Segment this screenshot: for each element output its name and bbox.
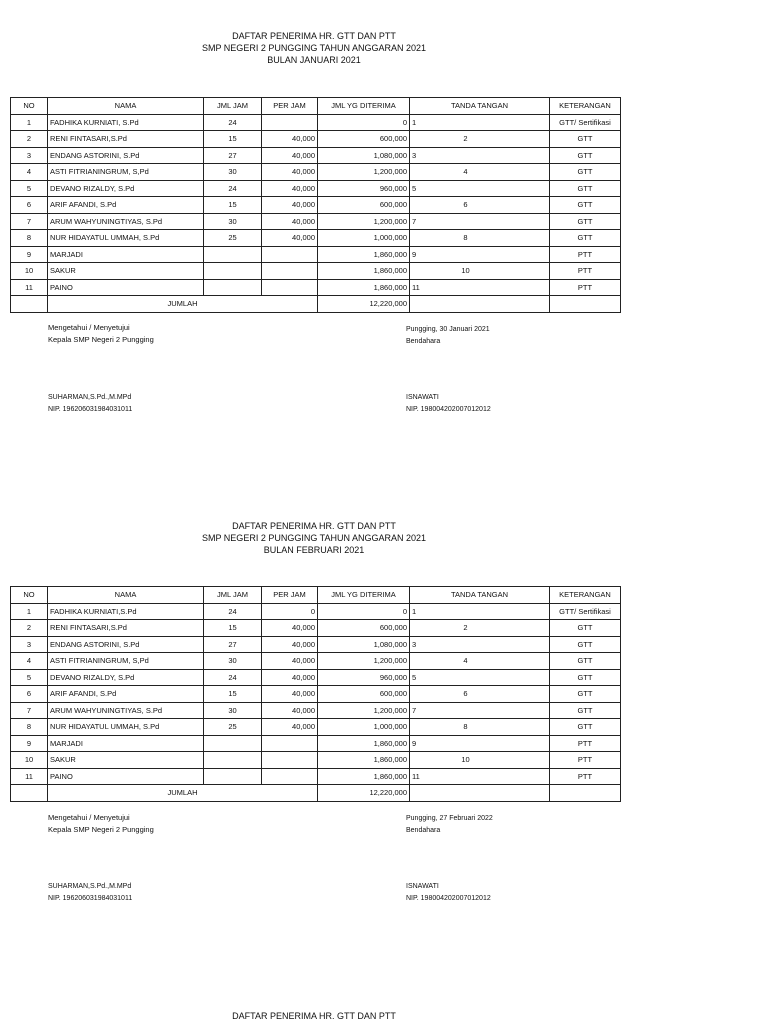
cell-nama: FADHIKA KURNIATI,S.Pd	[48, 603, 204, 620]
treasurer-nip: NIP. 198004202007012012	[406, 406, 491, 413]
cell-jml-diterima: 600,000	[318, 620, 410, 637]
title-line-1: DAFTAR PENERIMA HR. GTT DAN PTT	[232, 1011, 396, 1021]
cell-jml-jam: 30	[204, 164, 262, 181]
table-row	[11, 164, 621, 181]
signature-number-right: 6	[463, 689, 468, 698]
cell-keterangan: GTT	[550, 213, 621, 230]
total-ket-blank	[550, 785, 621, 802]
cell-jml-diterima: 1,200,000	[318, 164, 410, 181]
signature-number-left	[412, 131, 432, 147]
table-row	[11, 603, 621, 620]
col-tanda-tangan: TANDA TANGAN	[410, 98, 550, 115]
cell-tanda-tangan	[410, 164, 550, 181]
cell-no: 2	[11, 131, 48, 148]
jumlah-total: 12,220,000	[318, 296, 410, 313]
table-header-row	[11, 587, 621, 604]
cell-no: 8	[11, 719, 48, 736]
cell-jml-diterima: 600,000	[318, 686, 410, 703]
signature-number-right	[432, 181, 547, 197]
total-blank-cell	[11, 296, 48, 313]
cell-jml-jam: 15	[204, 620, 262, 637]
signature-number-right: 6	[463, 200, 468, 209]
treasurer-signature	[406, 881, 491, 905]
col-jml-jam: JML JAM	[204, 98, 262, 115]
cell-keterangan: PTT	[550, 246, 621, 263]
cell-per-jam: 40,000	[262, 636, 318, 653]
cell-no: 6	[11, 686, 48, 703]
signature-number-left	[412, 653, 432, 669]
signature-number-right	[432, 769, 547, 785]
payroll-table-january	[10, 97, 621, 313]
col-keterangan: KETERANGAN	[550, 98, 621, 115]
cell-nama: SAKUR	[48, 263, 204, 280]
total-row	[11, 296, 621, 313]
cell-nama: ASTI FITRIANINGRUM, S,Pd	[48, 164, 204, 181]
cell-nama: ARIF AFANDI, S.Pd	[48, 686, 204, 703]
date-block	[406, 813, 493, 837]
cell-jml-diterima: 1,200,000	[318, 213, 410, 230]
approval-line-1: Mengetahui / Menyetujui	[48, 323, 130, 332]
table-row	[11, 263, 621, 280]
cell-jml-jam: 30	[204, 653, 262, 670]
cell-per-jam	[262, 114, 318, 131]
cell-tanda-tangan	[410, 213, 550, 230]
signature-number-left	[412, 164, 432, 180]
signature-number-left	[412, 752, 432, 768]
signature-number-right: 10	[461, 266, 470, 275]
cell-per-jam: 40,000	[262, 213, 318, 230]
cell-nama: ARUM WAHYUNINGTIYAS, S.Pd	[48, 702, 204, 719]
cell-tanda-tangan	[410, 131, 550, 148]
cell-per-jam	[262, 735, 318, 752]
cell-nama: RENI FINTASARI,S.Pd	[48, 620, 204, 637]
cell-jml-diterima: 960,000	[318, 180, 410, 197]
cell-no: 11	[11, 768, 48, 785]
col-no: NO	[11, 98, 48, 115]
signature-number-right: 10	[461, 755, 470, 764]
cell-tanda-tangan	[410, 686, 550, 703]
cell-jml-jam: 24	[204, 114, 262, 131]
signature-number-right: 2	[463, 134, 468, 143]
cell-nama: ASTI FITRIANINGRUM, S,Pd	[48, 653, 204, 670]
cell-no: 1	[11, 114, 48, 131]
cell-jml-diterima: 1,860,000	[318, 752, 410, 769]
table-row	[11, 114, 621, 131]
table-row	[11, 246, 621, 263]
cell-jml-jam: 15	[204, 131, 262, 148]
cell-nama: MARJADI	[48, 246, 204, 263]
cell-tanda-tangan	[410, 230, 550, 247]
cell-no: 11	[11, 279, 48, 296]
cell-jml-jam: 24	[204, 669, 262, 686]
col-per-jam: PER JAM	[262, 98, 318, 115]
cell-jml-diterima: 960,000	[318, 669, 410, 686]
title-line-2: SMP NEGERI 2 PUNGGING TAHUN ANGGARAN 2021	[201, 43, 427, 53]
signature-number-right	[432, 280, 547, 296]
signature-number-left	[412, 620, 432, 636]
signature-number-right: 4	[463, 656, 468, 665]
approval-line-2: Kepala SMP Negeri 2 Pungging	[48, 335, 154, 344]
table-row	[11, 147, 621, 164]
cell-no: 3	[11, 636, 48, 653]
table-row	[11, 686, 621, 703]
headmaster-signature	[48, 881, 132, 905]
signature-number-left: 3	[412, 639, 417, 649]
cell-no: 7	[11, 702, 48, 719]
table-row	[11, 719, 621, 736]
cell-nama: DEVANO RIZALDY, S.Pd	[48, 180, 204, 197]
cell-jml-diterima: 1,860,000	[318, 735, 410, 752]
cell-per-jam: 40,000	[262, 702, 318, 719]
cell-keterangan: PTT	[550, 735, 621, 752]
title-line-3: BULAN JANUARI 2021	[267, 55, 361, 65]
title-line-2: SMP NEGERI 2 PUNGGING TAHUN ANGGARAN 2021	[201, 533, 427, 543]
cell-per-jam: 40,000	[262, 653, 318, 670]
cell-per-jam: 40,000	[262, 180, 318, 197]
cell-jml-jam: 25	[204, 719, 262, 736]
col-jml-diterima: JML YG DITERIMA	[318, 587, 410, 604]
jumlah-label: JUMLAH	[48, 296, 318, 313]
cell-nama: ENDANG ASTORINI, S.Pd	[48, 636, 204, 653]
cell-per-jam: 40,000	[262, 197, 318, 214]
cell-keterangan: GTT	[550, 180, 621, 197]
cell-tanda-tangan	[410, 702, 550, 719]
signature-number-left	[412, 197, 432, 213]
cell-jml-diterima: 0	[318, 114, 410, 131]
signature-number-left: 3	[412, 150, 417, 160]
total-blank-cell	[11, 785, 48, 802]
cell-tanda-tangan	[410, 246, 550, 263]
signature-number-right	[432, 637, 547, 653]
table-row	[11, 620, 621, 637]
cell-per-jam: 40,000	[262, 230, 318, 247]
cell-tanda-tangan	[410, 603, 550, 620]
cell-tanda-tangan	[410, 197, 550, 214]
cell-no: 10	[11, 263, 48, 280]
headmaster-signature	[48, 392, 132, 416]
cell-per-jam: 40,000	[262, 131, 318, 148]
table-row	[11, 180, 621, 197]
cell-no: 9	[11, 735, 48, 752]
signature-number-left	[412, 263, 432, 279]
signature-number-right: 4	[463, 167, 468, 176]
cell-jml-jam	[204, 768, 262, 785]
cell-keterangan: GTT	[550, 131, 621, 148]
headmaster-name: SUHARMAN,S.Pd.,M.MPd	[48, 883, 132, 890]
cell-keterangan: PTT	[550, 752, 621, 769]
signature-number-right	[432, 247, 547, 263]
cell-jml-jam: 24	[204, 180, 262, 197]
cell-jml-diterima: 1,860,000	[318, 279, 410, 296]
jumlah-total: 12,220,000	[318, 785, 410, 802]
total-tt-blank	[410, 785, 550, 802]
cell-jml-jam	[204, 735, 262, 752]
cell-keterangan: GTT	[550, 686, 621, 703]
cell-keterangan: GTT	[550, 636, 621, 653]
cell-keterangan: PTT	[550, 279, 621, 296]
cell-keterangan: GTT	[550, 147, 621, 164]
cell-no: 5	[11, 669, 48, 686]
cell-jml-diterima: 600,000	[318, 197, 410, 214]
cell-tanda-tangan	[410, 768, 550, 785]
treasurer-name: ISNAWATI	[406, 394, 439, 401]
cell-jml-diterima: 1,080,000	[318, 636, 410, 653]
col-no: NO	[11, 587, 48, 604]
col-jml-diterima: JML YG DITERIMA	[318, 98, 410, 115]
col-nama: NAMA	[48, 98, 204, 115]
cell-per-jam: 40,000	[262, 719, 318, 736]
table-row	[11, 735, 621, 752]
cell-per-jam	[262, 263, 318, 280]
table-header-row	[11, 98, 621, 115]
cell-jml-jam: 27	[204, 636, 262, 653]
cell-tanda-tangan	[410, 752, 550, 769]
table-row	[11, 669, 621, 686]
cell-jml-jam: 25	[204, 230, 262, 247]
cell-no: 5	[11, 180, 48, 197]
cell-tanda-tangan	[410, 653, 550, 670]
col-keterangan: KETERANGAN	[550, 587, 621, 604]
cell-keterangan: GTT	[550, 164, 621, 181]
headmaster-nip: NIP. 196206031984031011	[48, 895, 133, 902]
place-date: Pungging, 27 Februari 2022	[406, 815, 493, 822]
cell-no: 9	[11, 246, 48, 263]
cell-tanda-tangan	[410, 735, 550, 752]
table-row	[11, 279, 621, 296]
cell-per-jam: 40,000	[262, 686, 318, 703]
signature-number-left: 1	[412, 606, 417, 616]
signature-number-left: 5	[412, 672, 417, 682]
cell-per-jam: 0	[262, 603, 318, 620]
treasurer-name: ISNAWATI	[406, 883, 439, 890]
signature-number-left: 9	[412, 249, 417, 259]
cell-tanda-tangan	[410, 114, 550, 131]
signature-number-left: 9	[412, 738, 417, 748]
cell-no: 4	[11, 653, 48, 670]
section-3-title	[0, 1010, 628, 1022]
table-row	[11, 768, 621, 785]
treasurer-nip: NIP. 198004202007012012	[406, 895, 491, 902]
treasurer-label: Bendahara	[406, 338, 441, 345]
jumlah-label: JUMLAH	[48, 785, 318, 802]
cell-jml-diterima: 1,000,000	[318, 719, 410, 736]
cell-nama: SAKUR	[48, 752, 204, 769]
cell-per-jam: 40,000	[262, 620, 318, 637]
total-ket-blank	[550, 296, 621, 313]
col-nama: NAMA	[48, 587, 204, 604]
cell-per-jam	[262, 752, 318, 769]
signature-number-left	[412, 719, 432, 735]
signature-number-left: 7	[412, 216, 417, 226]
approval-block	[48, 812, 154, 836]
signature-number-right	[432, 148, 547, 164]
cell-jml-jam: 24	[204, 603, 262, 620]
total-tt-blank	[410, 296, 550, 313]
cell-tanda-tangan	[410, 636, 550, 653]
cell-nama: MARJADI	[48, 735, 204, 752]
cell-keterangan: GTT	[550, 702, 621, 719]
cell-per-jam	[262, 246, 318, 263]
cell-nama: DEVANO RIZALDY, S.Pd	[48, 669, 204, 686]
signature-number-left: 1	[412, 117, 417, 127]
cell-jml-jam: 27	[204, 147, 262, 164]
cell-keterangan: PTT	[550, 768, 621, 785]
table-row	[11, 197, 621, 214]
total-row	[11, 785, 621, 802]
cell-keterangan: GTT	[550, 230, 621, 247]
table-row	[11, 752, 621, 769]
approval-block	[48, 322, 154, 346]
cell-no: 7	[11, 213, 48, 230]
date-block	[406, 324, 490, 348]
title-line-1: DAFTAR PENERIMA HR. GTT DAN PTT	[232, 521, 396, 531]
payroll-table-february	[10, 586, 621, 802]
signature-number-right	[432, 736, 547, 752]
table-row	[11, 230, 621, 247]
cell-nama: FADHIKA KURNIATI, S.Pd	[48, 114, 204, 131]
cell-jml-jam: 30	[204, 213, 262, 230]
section-1-title	[0, 30, 628, 66]
headmaster-nip: NIP. 196206031984031011	[48, 406, 133, 413]
cell-nama: ARIF AFANDI, S.Pd	[48, 197, 204, 214]
signature-number-right	[432, 115, 547, 131]
cell-no: 6	[11, 197, 48, 214]
treasurer-label: Bendahara	[406, 827, 441, 834]
cell-per-jam: 40,000	[262, 164, 318, 181]
signature-number-right: 8	[463, 233, 468, 242]
cell-nama: ENDANG ASTORINI, S.Pd	[48, 147, 204, 164]
cell-nama: PAINO	[48, 279, 204, 296]
cell-nama: PAINO	[48, 768, 204, 785]
cell-no: 3	[11, 147, 48, 164]
table-row	[11, 702, 621, 719]
cell-keterangan: GTT/ Sertifikasi	[550, 114, 621, 131]
cell-keterangan: PTT	[550, 263, 621, 280]
signature-number-right	[432, 703, 547, 719]
table-row	[11, 636, 621, 653]
cell-nama: RENI FINTASARI,S.Pd	[48, 131, 204, 148]
cell-no: 4	[11, 164, 48, 181]
cell-jml-jam: 15	[204, 197, 262, 214]
cell-keterangan: GTT	[550, 653, 621, 670]
signature-number-left: 11	[412, 771, 420, 781]
cell-jml-diterima: 1,860,000	[318, 263, 410, 280]
cell-tanda-tangan	[410, 620, 550, 637]
table-row	[11, 131, 621, 148]
cell-nama: NUR HIDAYATUL UMMAH, S.Pd	[48, 230, 204, 247]
approval-line-1: Mengetahui / Menyetujui	[48, 813, 130, 822]
cell-no: 10	[11, 752, 48, 769]
cell-jml-jam: 15	[204, 686, 262, 703]
cell-jml-jam	[204, 246, 262, 263]
signature-number-right	[432, 214, 547, 230]
cell-jml-diterima: 1,860,000	[318, 768, 410, 785]
cell-jml-diterima: 0	[318, 603, 410, 620]
signature-number-left	[412, 230, 432, 246]
col-jml-jam: JML JAM	[204, 587, 262, 604]
cell-tanda-tangan	[410, 147, 550, 164]
cell-jml-diterima: 1,200,000	[318, 653, 410, 670]
cell-keterangan: GTT	[550, 620, 621, 637]
cell-jml-jam	[204, 279, 262, 296]
cell-per-jam: 40,000	[262, 147, 318, 164]
headmaster-name: SUHARMAN,S.Pd.,M.MPd	[48, 394, 132, 401]
cell-per-jam: 40,000	[262, 669, 318, 686]
title-line-3: BULAN FEBRUARI 2021	[263, 545, 365, 555]
cell-nama: ARUM WAHYUNINGTIYAS, S.Pd	[48, 213, 204, 230]
cell-tanda-tangan	[410, 279, 550, 296]
cell-tanda-tangan	[410, 263, 550, 280]
cell-no: 8	[11, 230, 48, 247]
cell-keterangan: GTT	[550, 669, 621, 686]
signature-number-left: 11	[412, 282, 420, 292]
treasurer-signature	[406, 392, 491, 416]
signature-number-right	[432, 670, 547, 686]
cell-jml-diterima: 600,000	[318, 131, 410, 148]
cell-jml-jam: 30	[204, 702, 262, 719]
cell-jml-jam	[204, 752, 262, 769]
cell-jml-diterima: 1,080,000	[318, 147, 410, 164]
cell-keterangan: GTT	[550, 719, 621, 736]
title-line-1: DAFTAR PENERIMA HR. GTT DAN PTT	[232, 31, 396, 41]
cell-keterangan: GTT	[550, 197, 621, 214]
signature-number-left	[412, 686, 432, 702]
cell-no: 2	[11, 620, 48, 637]
signature-number-left: 7	[412, 705, 417, 715]
col-tanda-tangan: TANDA TANGAN	[410, 587, 550, 604]
cell-no: 1	[11, 603, 48, 620]
signature-number-right	[432, 604, 547, 620]
cell-nama: NUR HIDAYATUL UMMAH, S.Pd	[48, 719, 204, 736]
col-per-jam: PER JAM	[262, 587, 318, 604]
table-row	[11, 653, 621, 670]
signature-number-left: 5	[412, 183, 417, 193]
cell-jml-diterima: 1,200,000	[318, 702, 410, 719]
cell-per-jam	[262, 768, 318, 785]
cell-jml-jam	[204, 263, 262, 280]
cell-per-jam	[262, 279, 318, 296]
signature-number-right: 8	[463, 722, 468, 731]
cell-keterangan: GTT/ Sertifikasi	[550, 603, 621, 620]
cell-tanda-tangan	[410, 719, 550, 736]
place-date: Pungging, 30 Januari 2021	[406, 326, 490, 333]
cell-jml-diterima: 1,000,000	[318, 230, 410, 247]
section-2-title	[0, 520, 628, 556]
cell-tanda-tangan	[410, 669, 550, 686]
table-row	[11, 213, 621, 230]
signature-number-right: 2	[463, 623, 468, 632]
cell-jml-diterima: 1,860,000	[318, 246, 410, 263]
approval-line-2: Kepala SMP Negeri 2 Pungging	[48, 825, 154, 834]
cell-tanda-tangan	[410, 180, 550, 197]
